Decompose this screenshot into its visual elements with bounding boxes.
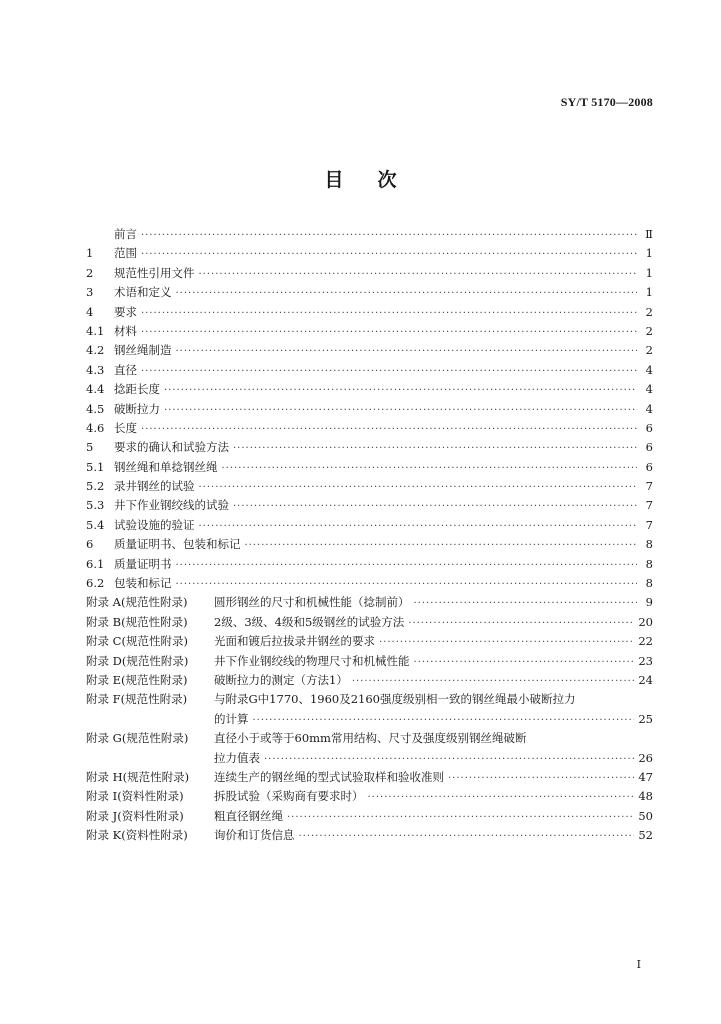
toc-leader-dots [164,405,637,416]
toc-entry[interactable] [86,265,653,284]
toc-entry-label: 材料 [114,323,137,338]
toc-entry-label: 包装和标记 [114,576,172,591]
toc-entry-number: 附录 F(规范性附录) [86,692,188,707]
toc-entry-label: 破断拉力 [114,401,160,416]
toc-entry-label: 质量证明书 [114,556,172,571]
toc-entry-number: 附录 C(规范性附录) [86,634,188,649]
toc-leader-dots [222,463,638,474]
toc-entry[interactable] [86,381,653,400]
toc-entry[interactable] [86,633,653,652]
toc-entry-number: 4.5 [86,401,105,416]
toc-leader-dots [414,598,638,609]
toc-entry[interactable] [86,730,653,749]
toc-entry-page: 47 [638,769,653,784]
toc-entry-label: 钢丝绳制造 [114,343,172,358]
toc-leader-dots [164,385,637,396]
toc-leader-dots [352,676,635,687]
toc-entry-label: 询价和订货信息 [214,828,295,843]
toc-entry[interactable] [86,808,653,827]
toc-entry-page: 50 [638,808,653,823]
toc-leader-dots [176,579,638,590]
toc-entry-label: 规范性引用文件 [114,265,195,280]
toc-entry-label: 光面和镀后拉拔录井钢丝的要求 [214,634,375,649]
toc-leader-dots [299,831,635,842]
table-of-contents [86,226,653,847]
toc-entry-label: 要求的确认和试验方法 [114,440,229,455]
toc-entry-page: 25 [638,711,653,726]
toc-entry-number: 4.6 [86,420,105,435]
toc-entry-number: 4.4 [86,382,105,397]
toc-entry-number: 附录 I(资料性附录) [86,789,184,804]
toc-entry-number: 附录 A(规范性附录) [86,595,188,610]
toc-entry-page: 2 [645,323,653,338]
toc-entry-number: 6.1 [86,556,105,571]
toc-entry-page: 1 [645,265,653,280]
toc-entry-label: 试验设施的验证 [114,517,195,532]
toc-entry[interactable] [86,556,653,575]
toc-entry-label: 直径 [114,362,137,377]
toc-leader-dots [233,443,637,454]
toc-entry-page: 4 [645,382,653,397]
toc-entry-page: 7 [645,479,653,494]
toc-entry-page: 26 [638,750,653,765]
toc-leader-dots [379,637,634,648]
toc-entry[interactable] [86,459,653,478]
toc-leader-dots [199,482,638,493]
toc-entry[interactable] [86,226,653,245]
toc-leader-dots [253,715,635,726]
toc-entry[interactable] [86,497,653,516]
toc-entry[interactable] [86,827,653,846]
toc-entry[interactable] [86,750,653,769]
toc-entry[interactable] [86,323,653,342]
toc-entry-number: 2 [86,265,94,280]
toc-entry-page: 20 [638,614,653,629]
toc-entry-page: 2 [645,343,653,358]
toc-leader-dots [245,540,638,551]
toc-entry-number: 6.2 [86,576,105,591]
toc-entry-page: 8 [645,537,653,552]
toc-leader-dots [141,249,637,260]
toc-entry[interactable] [86,536,653,555]
toc-entry-page: 23 [638,653,653,668]
toc-entry-number: 5 [86,440,94,455]
toc-entry[interactable] [86,362,653,381]
toc-entry-number: 4.1 [86,323,105,338]
toc-entry-number: 4 [86,304,94,319]
page-title: 目次 [324,169,431,191]
toc-entry-page: 6 [645,440,653,455]
toc-entry[interactable] [86,420,653,439]
toc-leader-dots [408,618,634,629]
toc-entry-page: Ⅱ [645,227,653,241]
toc-entry[interactable] [86,342,653,361]
toc-entry-page: 8 [645,556,653,571]
toc-leader-dots [264,754,634,765]
toc-entry-page: 4 [645,401,653,416]
toc-leader-dots [368,792,635,803]
toc-entry-label: 井下作业钢绞线的物理尺寸和机械性能 [214,653,410,668]
toc-entry-number: 附录 D(规范性附录) [86,653,189,668]
toc-entry[interactable] [86,401,653,420]
toc-leader-dots [141,308,637,319]
page-number: I [636,958,641,971]
toc-leader-dots [199,521,638,532]
toc-entry-number: 附录 J(资料性附录) [86,808,184,823]
toc-entry-page: 7 [645,517,653,532]
toc-entry-number: 4.2 [86,343,105,358]
toc-entry-label: 的计算 [214,711,249,726]
toc-entry[interactable] [86,284,653,303]
toc-entry-label: 井下作业钢绞线的试验 [114,498,229,513]
toc-entry-label: 直径小于或等于60mm常用结构、尺寸及强度级别钢丝绳破断 [214,731,527,746]
toc-entry-page: 9 [645,595,653,610]
toc-leader-dots [176,288,638,299]
toc-entry-label: 拉力值表 [214,750,260,765]
toc-entry-page: 48 [638,789,653,804]
toc-leader-dots [141,230,637,241]
toc-entry-number: 附录 K(资料性附录) [86,828,188,843]
toc-leader-dots [287,812,634,823]
toc-entry-page: 1 [645,285,653,300]
toc-entry-number: 4.3 [86,362,105,377]
toc-entry-label: 与附录G中1770、1960及2160强度级别相一致的钢丝绳最小破断拉力 [214,692,576,707]
toc-entry[interactable] [86,439,653,458]
standard-code: SY/T 5170—2008 [560,95,653,109]
toc-entry-label: 长度 [114,420,137,435]
toc-entry[interactable] [86,517,653,536]
toc-entry-number: 附录 B(规范性附录) [86,614,188,629]
toc-entry-page: 22 [638,634,653,649]
toc-entry-page: 2 [645,304,653,319]
toc-entry-number: 6 [86,537,94,552]
toc-entry-label: 2级、3级、4级和5级钢丝的试验方法 [214,614,405,629]
toc-entry-number: 附录 E(规范性附录) [86,672,188,687]
toc-entry-label: 要求 [114,304,137,319]
toc-entry-page: 24 [638,672,653,687]
toc-entry-page: 8 [645,576,653,591]
toc-entry-number: 5.2 [86,479,105,494]
toc-entry-page: 4 [645,362,653,377]
toc-entry-number: 附录 G(规范性附录) [86,731,189,746]
toc-leader-dots [414,657,635,668]
toc-entry[interactable] [86,478,653,497]
toc-entry-label: 术语和定义 [114,285,172,300]
toc-entry-label: 录井钢丝的试验 [114,479,195,494]
toc-entry-number: 5.1 [86,459,105,474]
toc-leader-dots [448,773,634,784]
toc-entry[interactable] [86,304,653,323]
toc-entry-number: 5.4 [86,517,105,532]
toc-entry-label: 连续生产的钢丝绳的型式试验取样和验收准则 [214,769,444,784]
toc-entry-label: 前言 [114,227,137,241]
toc-entry[interactable] [86,672,653,691]
toc-leader-dots [141,327,637,338]
toc-leader-dots [233,501,637,512]
toc-leader-dots [141,424,637,435]
toc-entry-label: 拆股试验（采购商有要求时） [214,789,364,804]
toc-entry[interactable] [86,788,653,807]
toc-entry[interactable] [86,575,653,594]
toc-entry-number: 1 [86,246,94,261]
toc-entry-label: 范围 [114,246,137,261]
toc-entry-label: 质量证明书、包装和标记 [114,537,241,552]
toc-entry[interactable] [86,245,653,264]
toc-entry[interactable] [86,691,653,710]
toc-entry-label: 钢丝绳和单捻钢丝绳 [114,459,218,474]
toc-entry-number: 附录 H(规范性附录) [86,769,190,784]
toc-entry-label: 粗直径钢丝绳 [214,808,283,823]
toc-entry-page: 7 [645,498,653,513]
toc-entry-page: 6 [645,459,653,474]
toc-entry-page: 1 [645,246,653,261]
toc-entry[interactable] [86,653,653,672]
toc-leader-dots [176,346,638,357]
toc-entry-page: 52 [638,828,653,843]
toc-leader-dots [176,560,638,571]
toc-entry-label: 破断拉力的测定（方法1） [214,672,348,687]
toc-entry[interactable] [86,614,653,633]
toc-leader-dots [199,269,638,280]
toc-entry-label: 捻距长度 [114,382,160,397]
toc-entry[interactable] [86,594,653,613]
toc-entry[interactable] [86,711,653,730]
toc-entry-page: 6 [645,420,653,435]
toc-leader-dots [141,366,637,377]
toc-entry-number: 3 [86,285,94,300]
toc-entry[interactable] [86,769,653,788]
toc-entry-number: 5.3 [86,498,105,513]
toc-entry-label: 圆形钢丝的尺寸和机械性能（捻制前） [214,595,410,610]
